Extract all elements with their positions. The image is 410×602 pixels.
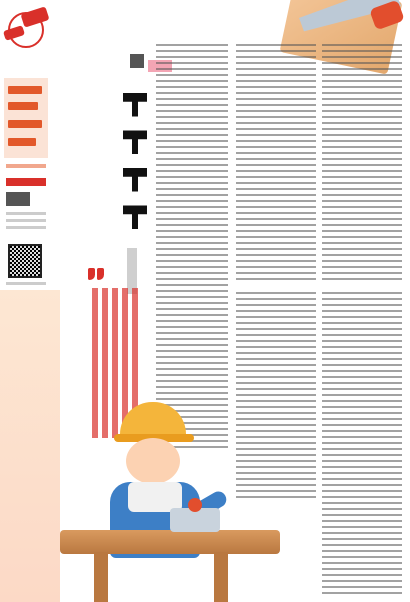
issue-number bbox=[6, 192, 30, 206]
article-body-column-1 bbox=[156, 44, 228, 450]
masthead-title bbox=[4, 78, 48, 158]
article-headline bbox=[116, 90, 154, 240]
paper-name bbox=[6, 178, 46, 186]
article-body-column-5 bbox=[322, 292, 402, 598]
quote-mark-icon bbox=[88, 268, 106, 282]
qr-caption bbox=[6, 282, 46, 285]
decorative-background bbox=[0, 290, 60, 602]
article-body-column-2 bbox=[236, 44, 316, 284]
issue-meta bbox=[6, 212, 46, 238]
column-seal-logo bbox=[8, 12, 44, 50]
hard-hat-icon bbox=[120, 402, 186, 438]
workbench-illustration bbox=[60, 530, 280, 554]
article-body-column-4 bbox=[236, 292, 316, 502]
qr-code bbox=[8, 244, 42, 278]
masthead-subtitle bbox=[6, 164, 46, 168]
article-body-column-3 bbox=[322, 44, 402, 284]
